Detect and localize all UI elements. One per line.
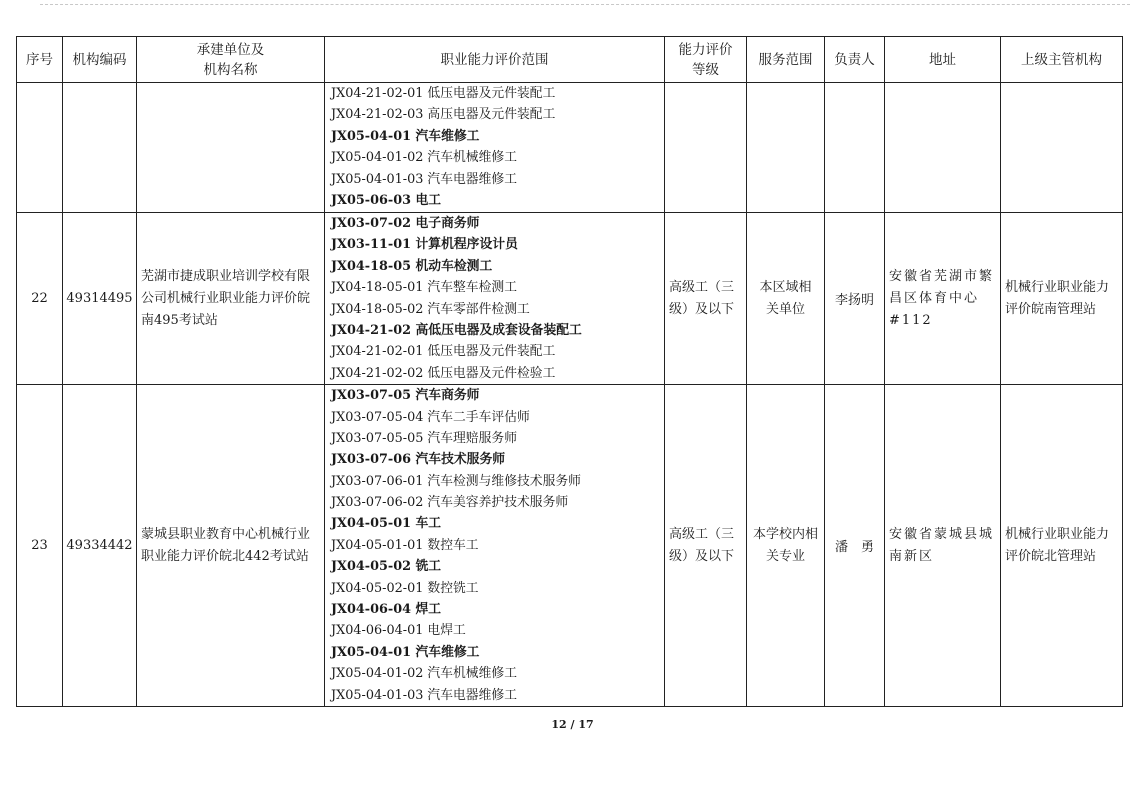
cell-seq: 23 [17, 385, 63, 707]
cell-code: 49314495 [63, 213, 137, 385]
scope-item: JX04-05-02 铣工 [331, 559, 442, 575]
scope-item: JX04-18-05-01 汽车整车检测工 [331, 280, 517, 296]
cell-level: 高级工（三级）及以下 [665, 385, 747, 707]
page-top-rule [40, 4, 1130, 5]
header-scope: 职业能力评价范围 [325, 37, 665, 83]
cell-service [747, 83, 825, 213]
cell-scope [325, 213, 665, 385]
cell-service: 本学校内相关专业 [747, 385, 825, 707]
header-person: 负责人 [825, 37, 885, 83]
cell-address: 安徽省蒙城县城南新区 [885, 385, 1001, 707]
cell-address: 安徽省芜湖市繁昌区体育中心#112 [885, 213, 1001, 385]
scope-item: JX05-04-01 汽车维修工 [331, 128, 480, 144]
cell-unit: 芜湖市捷成职业培训学校有限公司机械行业职业能力评价皖南495考试站 [137, 213, 325, 385]
header-unit-line1: 承建单位及 [196, 41, 265, 58]
cell-scope [325, 385, 665, 707]
scope-item: JX03-07-06 汽车技术服务师 [331, 452, 506, 468]
scope-item: JX05-04-01-02 汽车机械维修工 [331, 666, 517, 682]
cell-level: 高级工（三级）及以下 [665, 213, 747, 385]
cell-code: 49334442 [63, 385, 137, 707]
scope-item: JX04-21-02-01 低压电器及元件装配工 [331, 344, 556, 360]
scope-item: JX03-07-05-05 汽车理赔服务师 [331, 430, 517, 446]
scope-item: JX03-07-05 汽车商务师 [331, 388, 480, 404]
header-authority: 上级主管机构 [1001, 37, 1123, 83]
table-row [17, 385, 1123, 707]
evaluation-institution-table [16, 36, 1123, 707]
scope-item: JX04-18-05-02 汽车零部件检测工 [331, 301, 530, 317]
header-address: 地址 [885, 37, 1001, 83]
header-code: 机构编码 [63, 37, 137, 83]
cell-code [63, 83, 137, 213]
table-row [17, 213, 1123, 385]
scope-item: JX04-06-04 焊工 [331, 602, 442, 618]
scope-item: JX05-04-01-03 汽车电器维修工 [331, 687, 517, 703]
table-row [17, 83, 1123, 213]
cell-scope [325, 83, 665, 213]
cell-service: 本区域相关单位 [747, 213, 825, 385]
cell-person: 潘 勇 [825, 385, 885, 707]
scope-item: JX04-21-02-02 低压电器及元件检验工 [331, 365, 556, 381]
scope-item: JX03-07-06-02 汽车美容养护技术服务师 [331, 495, 569, 511]
cell-address [885, 83, 1001, 213]
scope-item: JX03-07-02 电子商务师 [331, 216, 480, 231]
cell-seq [17, 83, 63, 213]
scope-item: JX04-21-02-01 低压电器及元件装配工 [331, 86, 556, 101]
scope-item: JX04-05-01 车工 [331, 516, 442, 532]
cell-person [825, 83, 885, 213]
cell-authority: 机械行业职业能力评价皖北管理站 [1001, 385, 1123, 707]
page-number: 12 / 17 [551, 718, 594, 731]
header-service: 服务范围 [747, 37, 825, 83]
cell-seq: 22 [17, 213, 63, 385]
scope-item: JX04-21-02 高低压电器及成套设备装配工 [331, 322, 582, 338]
cell-authority [1001, 83, 1123, 213]
scope-item: JX05-06-03 电工 [331, 192, 442, 208]
header-level-line2: 等级 [692, 61, 719, 78]
scope-item: JX04-05-02-01 数控铣工 [331, 580, 479, 596]
header-level [665, 37, 747, 83]
scope-item: JX03-07-06-01 汽车检测与维修技术服务师 [331, 473, 581, 489]
scope-item: JX05-04-01-02 汽车机械维修工 [331, 150, 517, 166]
header-unit-line2: 机构名称 [203, 61, 258, 78]
cell-authority: 机械行业职业能力评价皖南管理站 [1001, 213, 1123, 385]
header-unit [137, 37, 325, 83]
scope-item: JX04-06-04-01 电焊工 [331, 623, 466, 639]
cell-unit: 蒙城县职业教育中心机械行业职业能力评价皖北442考试站 [137, 385, 325, 707]
header-seq: 序号 [17, 37, 63, 83]
cell-unit [137, 83, 325, 213]
scope-item: JX04-05-01-01 数控车工 [331, 537, 479, 553]
table-header-row [17, 37, 1123, 83]
scope-item: JX03-07-05-04 汽车二手车评估师 [331, 409, 530, 425]
scope-item: JX05-04-01 汽车维修工 [331, 644, 480, 660]
header-level-line1: 能力评价 [678, 41, 733, 58]
scope-item: JX04-21-02-03 高压电器及元件装配工 [331, 107, 556, 123]
scope-item: JX05-04-01-03 汽车电器维修工 [331, 171, 517, 187]
scope-item: JX03-11-01 计算机程序设计员 [331, 237, 518, 253]
scope-item: JX04-18-05 机动车检测工 [331, 258, 493, 274]
cell-person: 李扬明 [825, 213, 885, 385]
cell-level [665, 83, 747, 213]
